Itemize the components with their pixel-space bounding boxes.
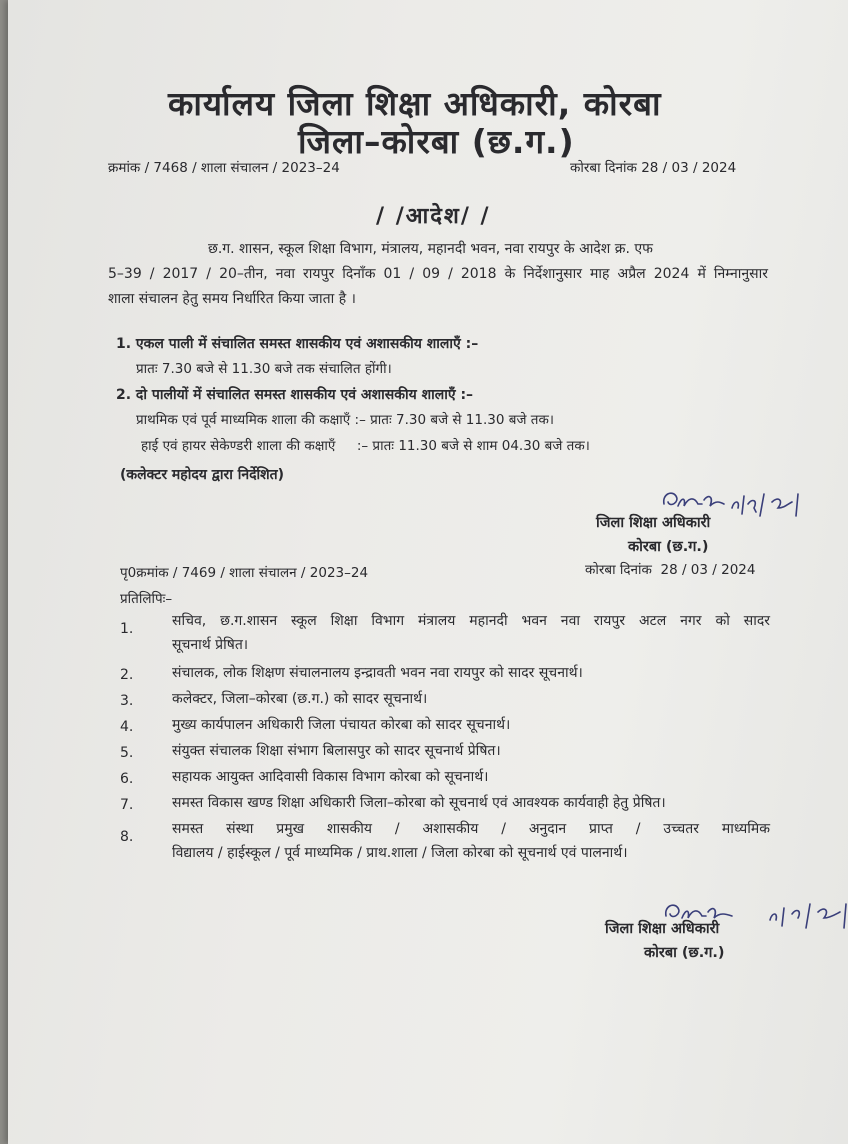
list-item [120, 661, 770, 685]
list-item-number: 2. [120, 667, 134, 683]
list-item-text: सहायक आयुक्त आदिवासी विकास विभाग कोरबा को सूचनार्थ। [172, 769, 489, 785]
list-item-number: 7. [120, 797, 134, 813]
endorsement-date: कोरबा दिनांक 28 / 03 / 2024 [585, 562, 756, 578]
section-2-high-school-timing: हाई एवं हायर सेकेण्डरी शाला की कक्षाएँ :– प्रातः 11.30 बजे से शाम 04.30 बजे तक। [141, 438, 590, 454]
list-item [120, 713, 770, 737]
signatory-place-1: कोरबा (छ.ग.) [628, 539, 709, 555]
intro-line: छ.ग. शासन, स्कूल शिक्षा विभाग, मंत्रालय, महानदी भवन, नवा रायपुर के आदेश क्र. एफ [208, 241, 653, 257]
section-2-heading: 2. दो पालीयों में संचालित समस्त शासकीय एवं अशासकीय शालाएँ :– [116, 387, 474, 403]
list-item-number: 6. [120, 771, 134, 787]
list-item [120, 791, 770, 815]
copy-to-label: प्रतिलिपिः– [120, 591, 173, 607]
list-item-number: 8. [120, 829, 134, 845]
list-item-text: संयुक्त संचालक शिक्षा संभाग बिलासपुर को सादर सूचनार्थ प्रेषित। [172, 743, 501, 759]
list-item-text: मुख्य कार्यपालन अधिकारी जिला पंचायत कोरबा को सादर सूचनार्थ। [172, 717, 511, 733]
list-item [120, 687, 770, 711]
list-item-number: 3. [120, 693, 134, 709]
list-item-text: विद्यालय / हाईस्कूल / पूर्व माध्यमिक / प्राथ.शाला / जिला कोरबा को सूचनार्थ एवं पालनार्थ। [172, 845, 628, 861]
section-1-heading: 1. एकल पाली में संचालित समस्त शासकीय एवं अशासकीय शालाएँ :– [116, 336, 479, 352]
collector-note: (कलेक्टर महोदय द्वारा निर्देशित) [120, 467, 285, 483]
list-item [120, 609, 770, 657]
endorsement-number: पृ0क्रमांक / 7469 / शाला संचालन / 2023–24 [120, 565, 369, 581]
order-heading: / /आदेश/ / [376, 204, 491, 229]
signatory-designation-1: जिला शिक्षा अधिकारी [596, 515, 711, 531]
list-item-text: संचालक, लोक शिक्षण संचालनालय इन्द्रावती भवन नवा रायपुर को सादर सूचनार्थ। [172, 665, 583, 681]
list-item-text: सूचनार्थ प्रेषित। [172, 637, 249, 653]
list-item-text: समस्त विकास खण्ड शिक्षा अधिकारी जिला–कोरबा को सूचनार्थ एवं आवश्यक कार्यवाही हेतु प्रेषित। [172, 795, 666, 811]
intro-paragraph [108, 237, 768, 312]
list-item [120, 817, 770, 865]
order-number: क्रमांक / 7468 / शाला संचालन / 2023–24 [108, 160, 340, 176]
section-2-primary-timing: प्राथमिक एवं पूर्व माध्यमिक शाला की कक्षाएँ :– प्रातः 7.30 बजे से 11.30 बजे तक। [136, 412, 554, 428]
district-line: जिला–कोरबा (छ.ग.) [298, 122, 575, 161]
copy-list [120, 605, 770, 865]
office-title: कार्यालय जिला शिक्षा अधिकारी, कोरबा [168, 84, 662, 123]
section-1-text: प्रातः 7.30 बजे से 11.30 बजे तक संचालित होंगी। [136, 361, 392, 377]
list-item [120, 739, 770, 763]
document-page [8, 0, 848, 1144]
signatory-place-2: कोरबा (छ.ग.) [644, 945, 725, 961]
list-item [120, 765, 770, 789]
intro-line: 5–39 / 2017 / 20–तीन, नवा रायपुर दिनाँक 01 / 09 / 2018 के निर्देशानुसार माह अप्रैल 2024 में निम्नानुसार [108, 266, 768, 282]
list-item-number: 1. [120, 621, 134, 637]
list-item-number: 5. [120, 745, 134, 761]
list-item-text: समस्त संस्था प्रमुख शासकीय / अशासकीय / अनुदान प्राप्त / उच्चतर माध्यमिक [172, 821, 770, 837]
list-item-text: सचिव, छ.ग.शासन स्कूल शिक्षा विभाग मंत्रालय महानदी भवन नवा रायपुर अटल नगर को सादर [172, 613, 770, 629]
signatory-designation-2: जिला शिक्षा अधिकारी [605, 921, 720, 937]
order-date: कोरबा दिनांक 28 / 03 / 2024 [570, 160, 737, 176]
intro-line: शाला संचालन हेतु समय निर्धारित किया जाता है । [108, 291, 356, 307]
list-item-number: 4. [120, 719, 134, 735]
list-item-text: कलेक्टर, जिला–कोरबा (छ.ग.) को सादर सूचनार्थ। [172, 691, 428, 707]
